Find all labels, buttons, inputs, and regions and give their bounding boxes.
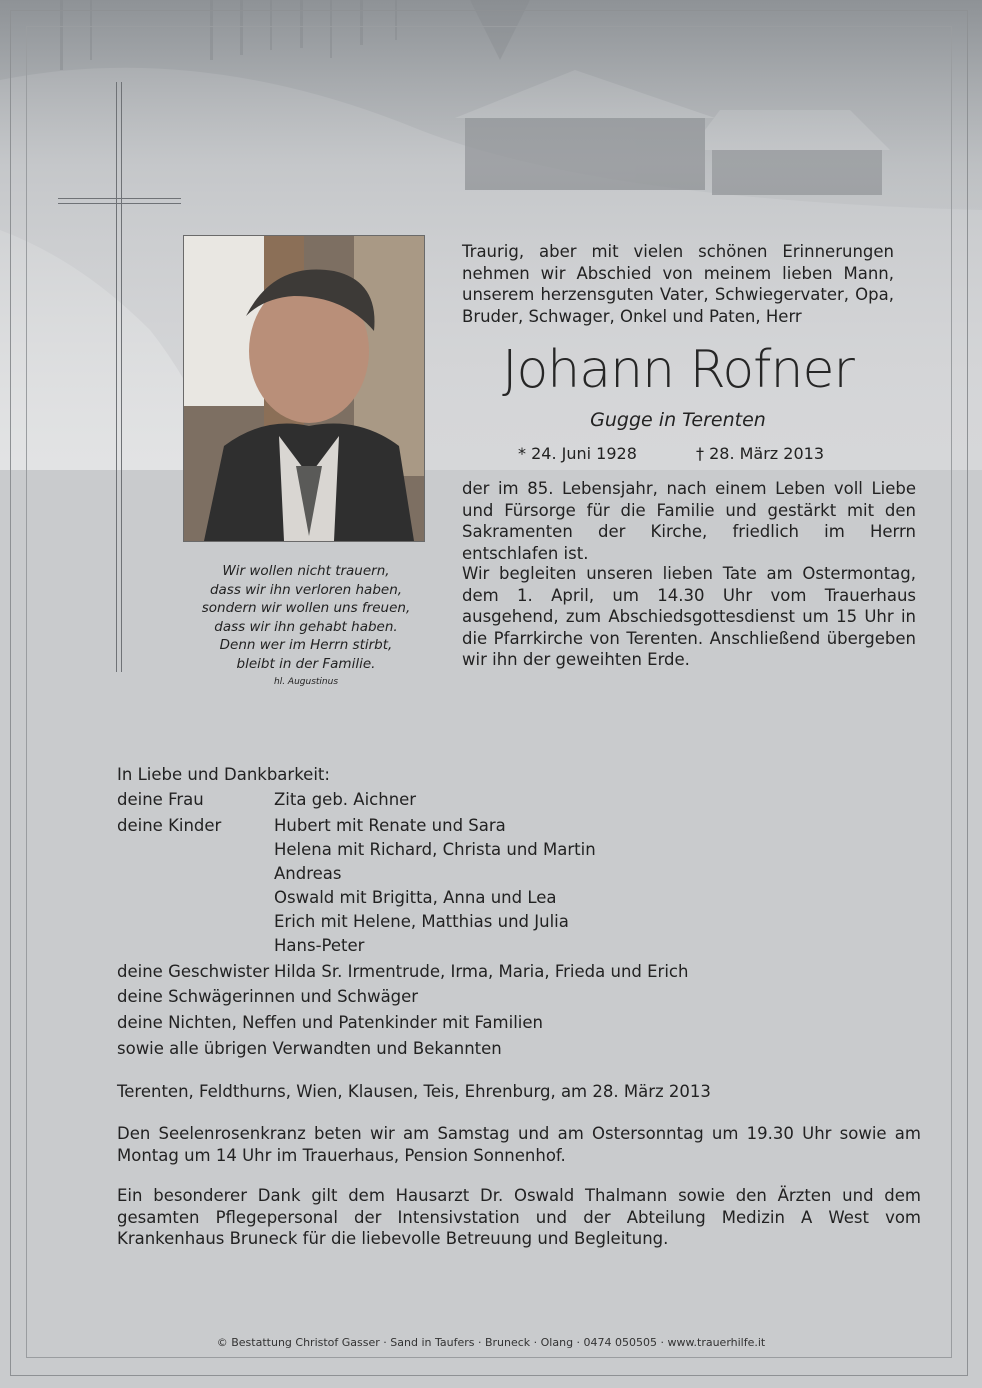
portrait-photo <box>183 235 425 542</box>
quote-author: hl. Augustinus <box>273 677 339 687</box>
intro-text: Traurig, aber mit vielen schönen Erinnerungen nehmen wir Abschied von meinem lieben Mann, unserem herzensguten Vater, Schwiegervater, Opa, Bruder, Schwager, Onkel und Paten, Herr <box>462 242 894 326</box>
death-date: † 28. März 2013 <box>696 444 825 463</box>
body-text-funeral: Wir begleiten unseren lieben Tate am Ostermontag, dem 1. April, um 14.30 Uhr vom Trauerhaus ausgehend, zum Abschiedsgottesdienst um 15 Uhr in die Pfarrkirche von Terenten. Anschließend übergeben wir ihn der geweihten Erde. <box>462 564 916 669</box>
child-entry: Helena mit Richard, Christa und Martin <box>274 840 596 859</box>
nephews-line: deine Nichten, Neffen und Patenkinder mit Familien <box>117 1013 543 1032</box>
memorial-quote <box>183 562 429 689</box>
siblings-label: deine Geschwister <box>117 962 270 981</box>
siblings-names: Hilda Sr. Irmentrude, Irma, Maria, Frieda und Erich <box>274 962 689 981</box>
deceased-name: Johann Rofner <box>502 340 854 400</box>
child-entry: Andreas <box>274 864 342 883</box>
rosary-notice: Den Seelenrosenkranz beten wir am Samstag und am Ostersonntag um 19.30 Uhr sowie am Montag um 14 Uhr im Trauerhaus, Pension Sonnenhof. <box>117 1124 921 1165</box>
family-list <box>117 762 897 1062</box>
quote-line: bleibt in der Familie. <box>236 655 376 672</box>
family-heading: In Liebe und Dankbarkeit: <box>117 765 330 784</box>
places-and-date: Terenten, Feldthurns, Wien, Klausen, Teis, Ehrenburg, am 28. März 2013 <box>117 1082 711 1101</box>
body-text-passing: der im 85. Lebensjahr, nach einem Leben voll Liebe und Fürsorge für die Familie und gestärkt mit den Sakramenten der Kirche, friedlich im Herrn entschlafen ist. <box>462 479 916 563</box>
quote-line: Wir wollen nicht trauern, <box>222 563 390 579</box>
child-entry: Oswald mit Brigitta, Anna und Lea <box>274 888 557 907</box>
quote-line: dass wir ihn gehabt haben. <box>214 618 398 635</box>
birth-date: * 24. Juni 1928 <box>518 444 637 463</box>
child-entry: Hubert mit Renate und Sara <box>274 816 506 835</box>
others-line: sowie alle übrigen Verwandten und Bekannten <box>117 1039 502 1058</box>
wife-label: deine Frau <box>117 790 204 809</box>
children-label: deine Kinder <box>117 816 222 835</box>
footer-credit: © Bestattung Christof Gasser · Sand in Taufers · Bruneck · Olang · 0474 050505 · www.trauerhilfe.it <box>216 1336 766 1349</box>
quote-line: dass wir ihn verloren haben, <box>209 581 403 598</box>
in-laws-line: deine Schwägerinnen und Schwäger <box>117 987 419 1006</box>
child-entry: Hans-Peter <box>274 936 365 955</box>
thanks-notice: Ein besonderer Dank gilt dem Hausarzt Dr. Oswald Thalmann sowie den Ärzten und dem gesamten Pflegepersonal der Intensivstation und der Abteilung Medizin A West vom Krankenhaus Bruneck für die liebevolle Betreuung und Begleitung. <box>117 1186 921 1248</box>
child-entry: Erich mit Helene, Matthias und Julia <box>274 912 569 931</box>
wife-name: Zita geb. Aichner <box>274 790 417 809</box>
quote-line: sondern wir wollen uns freuen, <box>201 600 411 616</box>
deceased-subtitle: Gugge in Terenten <box>590 409 766 431</box>
quote-line: Denn wer im Herrn stirbt, <box>219 637 393 653</box>
